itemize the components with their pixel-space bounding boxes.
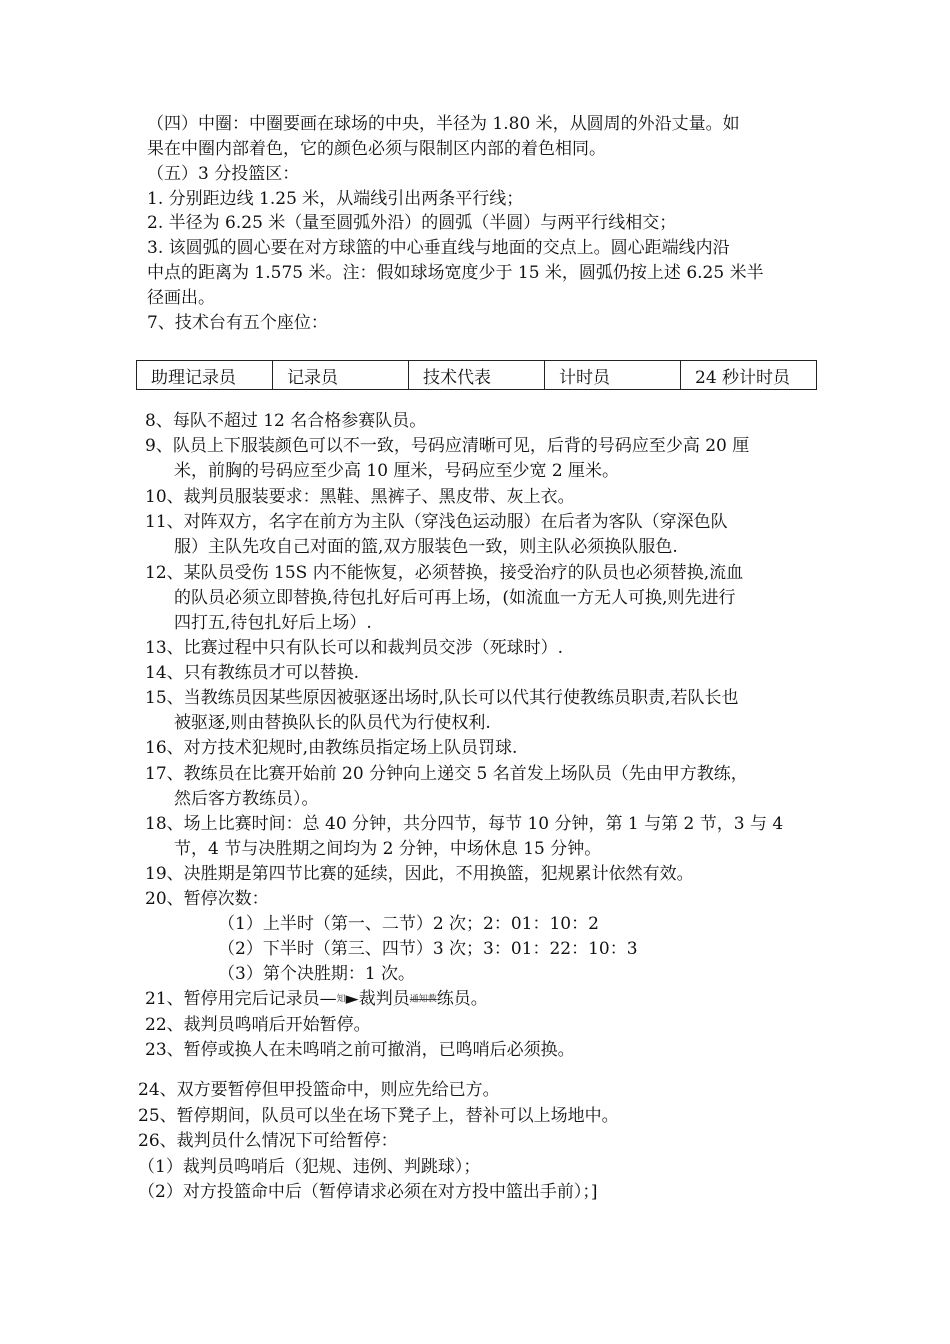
list-item-10: 10、裁判员服装要求：黑鞋、黑裤子、黑皮带、灰上衣。 bbox=[145, 487, 575, 507]
list-item-15-line1: 15、当教练员因某些原因被驱逐出场时,队长可以代其行使教练员职责,若队长也 bbox=[145, 688, 739, 708]
list-item-24: 24、双方要暂停但甲投篮命中，则应先给已方。 bbox=[138, 1080, 500, 1100]
paragraph-three-point-item2: 2. 半径为 6.25 米（量至圆弧外沿）的圆弧（半圆）与两平行线相交； bbox=[147, 213, 677, 233]
paragraph-center-circle-line1: （四）中圈：中圈要画在球场的中央，半径为 1.80 米，从圆周的外沿丈量。如 bbox=[147, 114, 740, 134]
seat-cell-commissioner: 技术代表 bbox=[409, 361, 545, 390]
paragraph-technical-table: 7、技术台有五个座位： bbox=[147, 313, 328, 333]
list-item-25: 25、暂停期间，队员可以坐在场下凳子上，替补可以上场地中。 bbox=[138, 1106, 619, 1126]
list-item-20: 20、暂停次数： bbox=[145, 889, 269, 909]
list-item-8: 8、每队不超过 12 名合格参赛队员。 bbox=[145, 411, 427, 431]
seat-table bbox=[136, 360, 817, 390]
list-item-21-text-end: 练员。 bbox=[436, 989, 488, 1009]
list-item-12-line2: 的队员必须立即替换,待包扎好后可再上场，(如流血一方无人可换,则先进行 bbox=[174, 588, 736, 608]
list-item-26-sub2: （2）对方投篮命中后（暂停请求必须在对方投中篮出手前）；] bbox=[138, 1182, 598, 1202]
list-item-17-line1: 17、教练员在比赛开始前 20 分钟向上递交 5 名首发上场队员（先由甲方教练， bbox=[145, 764, 748, 784]
list-item-15-line2: 被驱逐,则由替换队长的队员代为行使权利. bbox=[174, 713, 491, 733]
list-item-19: 19、决胜期是第四节比赛的延续，因此，不用换篮，犯规累计依然有效。 bbox=[145, 864, 694, 884]
list-item-14: 14、只有教练员才可以替换. bbox=[145, 663, 360, 683]
paragraph-center-circle-line2: 果在中圈内部着色，它的颜色必须与限制区内部的着色相同。 bbox=[147, 139, 606, 159]
table-row bbox=[137, 361, 817, 390]
list-item-20-sub1: （1）上半时（第一、二节）2 次；2：01：10：2 bbox=[218, 914, 599, 934]
list-item-9-line2: 米，前胸的号码应至少高 10 厘米，号码应至少宽 2 厘米。 bbox=[174, 461, 620, 481]
list-item-18-line1: 18、场上比赛时间：总 40 分钟，共分四节，每节 10 分钟，第 1 与第 2 节，3 与 4 bbox=[145, 814, 784, 834]
list-item-16: 16、对方技术犯规时,由教练员指定场上队员罚球. bbox=[145, 738, 518, 758]
list-item-9-line1: 9、队员上下服装颜色可以不一致，号码应清晰可见，后背的号码应至少高 20 厘 bbox=[145, 436, 750, 456]
paragraph-three-point-heading: （五）3 分投篮区： bbox=[147, 164, 300, 184]
paragraph-three-point-item1: 1. 分别距边线 1.25 米，从端线引出两条平行线； bbox=[147, 189, 524, 209]
list-item-20-sub3: （3）第个决胜期：1 次。 bbox=[218, 964, 416, 984]
list-item-17-line2: 然后客方教练员）。 bbox=[174, 789, 319, 809]
paragraph-three-point-item3-line2: 中点的距离为 1.575 米。注：假如球场宽度少于 15 米，圆弧仍按上述 6.25 米半 bbox=[147, 263, 764, 283]
list-item-11-line2: 服）主队先攻自己对面的篮,双方服装色一致，则主队必须换队服色. bbox=[174, 537, 678, 557]
list-item-26-sub1: （1）裁判员鸣哨后（犯规、违例、判跳球）； bbox=[138, 1157, 481, 1177]
paragraph-three-point-item3-line3: 径画出。 bbox=[147, 288, 215, 308]
list-item-20-sub2: （2）下半时（第三、四节）3 次；3：01：22：10：3 bbox=[218, 939, 638, 959]
list-item-13: 13、比赛过程中只有队长可以和裁判员交涉（死球时）. bbox=[145, 638, 564, 658]
list-item-21 bbox=[145, 987, 488, 1012]
list-item-21-text-start: 21、暂停用完后记录员— bbox=[145, 989, 337, 1009]
list-item-12-line3: 四打五,待包扎好后上场）. bbox=[174, 613, 372, 633]
seat-cell-shot-clock-operator: 24 秒计时员 bbox=[681, 361, 817, 390]
list-item-18-line2: 节，4 节与决胜期之间均为 2 分钟，中场休息 15 分钟。 bbox=[174, 839, 602, 859]
paragraph-three-point-item3-line1: 3. 该圆弧的圆心要在对方球篮的中心垂直线与地面的交点上。圆心距端线内沿 bbox=[147, 238, 730, 258]
list-item-22: 22、裁判员鸣哨后开始暂停。 bbox=[145, 1015, 371, 1035]
list-item-21-arrow-text: ►裁判员 bbox=[345, 989, 410, 1009]
list-item-23: 23、暂停或换人在未鸣哨之前可撤消，已鸣哨后必须换。 bbox=[145, 1040, 575, 1060]
list-item-21-tiny-note2: 通知教 bbox=[409, 994, 437, 1005]
list-item-11-line1: 11、对阵双方，名字在前方为主队（穿浅色运动服）在后者为客队（穿深色队 bbox=[145, 512, 728, 532]
seat-cell-assistant-scorer: 助理记录员 bbox=[137, 361, 273, 390]
list-item-12-line1: 12、某队员受伤 15S 内不能恢复，必须替换，接受治疗的队员也必须替换,流血 bbox=[145, 563, 744, 583]
list-item-21-tiny-note1: 知 bbox=[336, 994, 346, 1005]
list-item-26: 26、裁判员什么情况下可给暂停： bbox=[138, 1131, 398, 1151]
seat-cell-scorer: 记录员 bbox=[273, 361, 409, 390]
seat-cell-timer: 计时员 bbox=[545, 361, 681, 390]
